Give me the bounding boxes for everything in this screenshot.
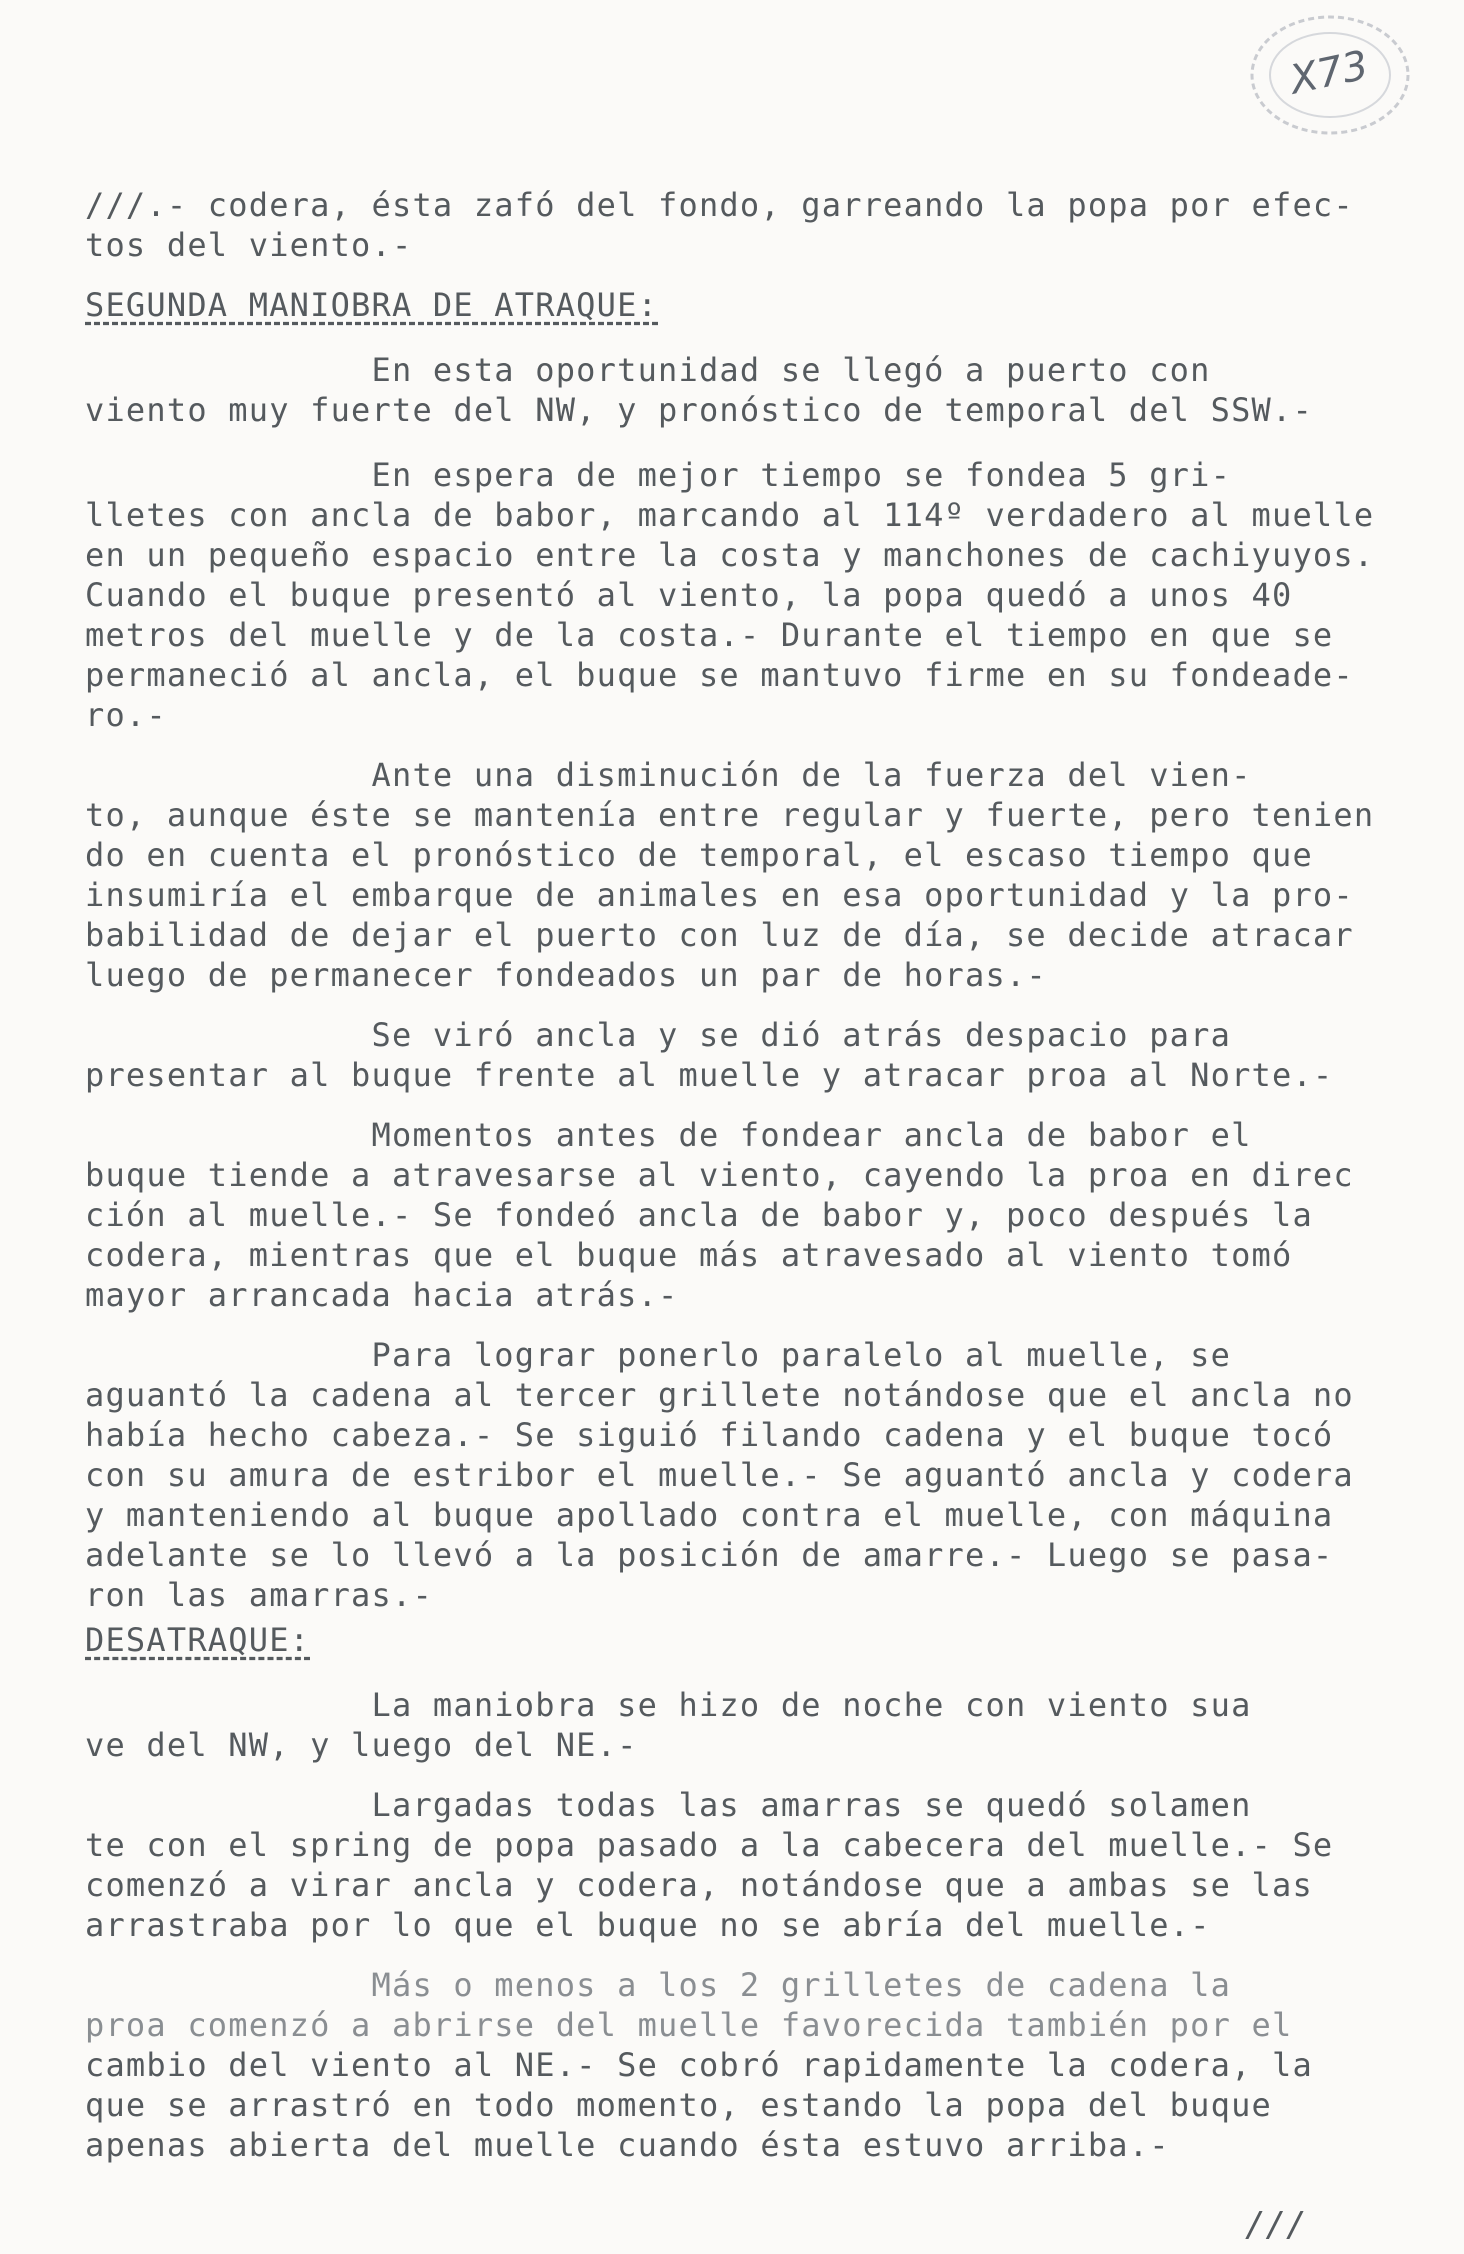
text-line: to, aunque éste se mantenía entre regular y fuerte, pero tenien xyxy=(85,796,1375,834)
text-line: ro.- xyxy=(85,696,167,734)
text-line: babilidad de dejar el puerto con luz de día, se decide atracar xyxy=(85,916,1354,954)
text-line: tos del viento.- xyxy=(85,226,413,264)
text-line: En esta oportunidad se llegó a puerto con xyxy=(85,351,1211,389)
text-line: viento muy fuerte del NW, y pronóstico de temporal del SSW.- xyxy=(85,391,1313,429)
text-line: Se viró ancla y se dió atrás despacio para xyxy=(85,1016,1232,1054)
text-line: comenzó a virar ancla y codera, notándose que a ambas se las xyxy=(85,1866,1313,1904)
text-line: do en cuenta el pronóstico de temporal, el escaso tiempo que xyxy=(85,836,1313,874)
text-line: ción al muelle.- Se fondeó ancla de babor y, poco después la xyxy=(85,1196,1313,1234)
text-line: presentar al buque frente al muelle y atracar proa al Norte.- xyxy=(85,1056,1334,1094)
folio-number: X73 xyxy=(1286,42,1373,104)
text-line: que se arrastró en todo momento, estando la popa del buque xyxy=(85,2086,1273,2124)
text-line: codera, mientras que el buque más atravesado al viento tomó xyxy=(85,1236,1293,1274)
text-line: aguantó la cadena al tercer grillete notándose que el ancla no xyxy=(85,1376,1354,1414)
text-line: Más o menos a los 2 grilletes de cadena la xyxy=(85,1966,1232,2004)
text-line: buque tiende a atravesarse al viento, cayendo la proa en direc xyxy=(85,1156,1354,1194)
text-line: En espera de mejor tiempo se fondea 5 gri- xyxy=(85,456,1232,494)
text-line: te con el spring de popa pasado a la cabecera del muelle.- Se xyxy=(85,1826,1334,1864)
text-line: mayor arrancada hacia atrás.- xyxy=(85,1276,679,1314)
text-line: insumiría el embarque de animales en esa oportunidad y la pro- xyxy=(85,876,1354,914)
text-line: y manteniendo al buque apollado contra el muelle, con máquina xyxy=(85,1496,1334,1534)
text-line: proa comenzó a abrirse del muelle favorecida también por el xyxy=(85,2006,1293,2044)
text-line: apenas abierta del muelle cuando ésta estuvo arriba.- xyxy=(85,2126,1170,2164)
section-heading: DESATRAQUE: xyxy=(85,1621,311,1659)
text-line: ve del NW, y luego del NE.- xyxy=(85,1726,638,1764)
text-line: Ante una disminución de la fuerza del vien- xyxy=(85,756,1252,794)
text-line: metros del muelle y de la costa.- Durante el tiempo en que se xyxy=(85,616,1334,654)
text-line: adelante se lo llevó a la posición de amarre.- Luego se pasa- xyxy=(85,1536,1334,1574)
text-line: Para lograr ponerlo paralelo al muelle, se xyxy=(85,1336,1232,1374)
text-line: ron las amarras.- xyxy=(85,1576,433,1614)
text-line: luego de permanecer fondeados un par de horas.- xyxy=(85,956,1047,994)
text-line: Largadas todas las amarras se quedó solamen xyxy=(85,1786,1252,1824)
text-line: Cuando el buque presentó al viento, la popa quedó a unos 40 xyxy=(85,576,1293,614)
text-line: arrastraba por lo que el buque no se abría del muelle.- xyxy=(85,1906,1211,1944)
text-line: en un pequeño espacio entre la costa y manchones de cachiyuyos. xyxy=(85,536,1375,574)
text-line: lletes con ancla de babor, marcando al 114º verdadero al muelle xyxy=(85,496,1375,534)
text-line: permaneció al ancla, el buque se mantuvo firme en su fondeade- xyxy=(85,656,1354,694)
text-line: Momentos antes de fondear ancla de babor el xyxy=(85,1116,1252,1154)
text-line: ///.- codera, ésta zafó del fondo, garreando la popa por efec- xyxy=(85,186,1354,224)
continuation-mark: /// xyxy=(1245,2205,1307,2245)
text-line: con su amura de estribor el muelle.- Se aguantó ancla y codera xyxy=(85,1456,1354,1494)
text-line: había hecho cabeza.- Se siguió filando cadena y el buque tocó xyxy=(85,1416,1334,1454)
text-line: cambio del viento al NE.- Se cobró rapidamente la codera, la xyxy=(85,2046,1313,2084)
text-line: La maniobra se hizo de noche con viento sua xyxy=(85,1686,1252,1724)
section-heading: SEGUNDA MANIOBRA DE ATRAQUE: xyxy=(85,286,659,324)
